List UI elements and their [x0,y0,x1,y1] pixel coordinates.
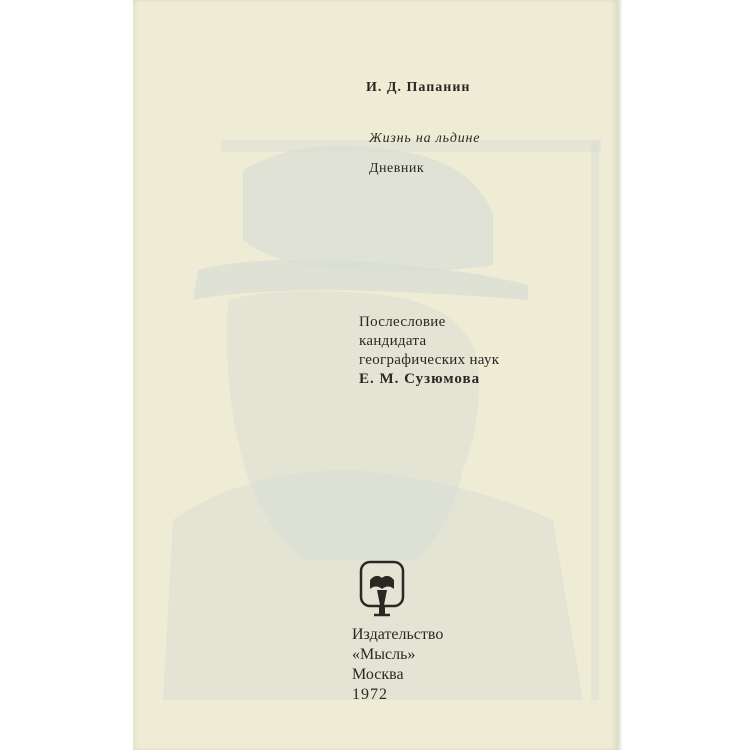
book-subtitle: Дневник [369,161,425,176]
open-book-torch-logo-icon [358,559,406,619]
afterword-credit [359,313,499,389]
publisher-city: Москва [352,666,404,683]
title-page [133,0,617,750]
publisher-line: Издательство [352,626,444,643]
page-edge-shadow [617,0,623,750]
publication-year: 1972 [352,686,388,703]
author-name: И. Д. Папанин [366,80,471,95]
background [0,0,133,750]
afterword-line: кандидата [359,333,427,349]
afterword-line: географических наук [359,352,500,368]
publisher-imprint [352,625,443,705]
publisher-name: «Мысль» [352,646,416,663]
afterword-line: Послесловие [359,314,446,330]
afterword-author-name: Е. М. Сузюмова [359,371,481,387]
book-title: Жизнь на льдине [369,131,481,146]
